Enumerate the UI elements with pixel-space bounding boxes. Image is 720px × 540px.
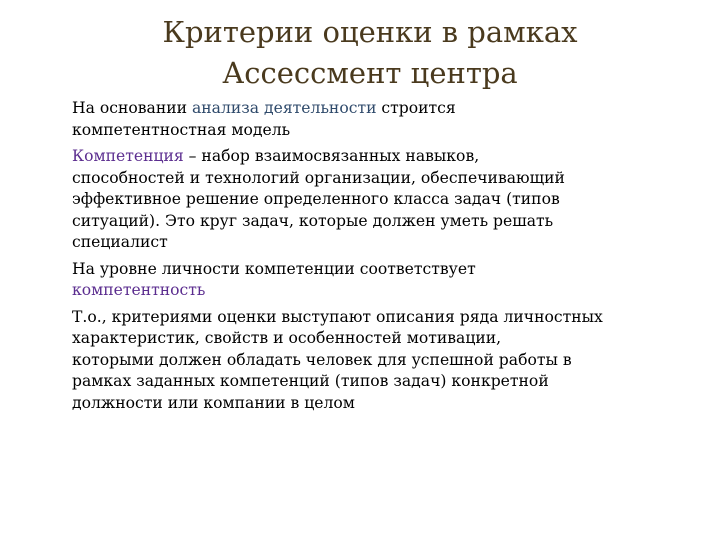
paragraph-competence-line-4: ситуаций). Это круг задач, которые должен уметь решать [72, 211, 554, 230]
paragraph-model-line-1 [72, 98, 692, 120]
paragraph-competence-line-3: эффективное решение определенного класса задач (типов [72, 190, 560, 208]
text: строится [376, 99, 456, 117]
paragraph-competence-line-2: способностей и технологий организации, обеспечивающий [72, 168, 565, 187]
title-line-1: Критерии оценки в рамках [162, 15, 578, 49]
slide-body [72, 98, 692, 419]
paragraph-criteria [72, 307, 692, 415]
text: – набор взаимосвязанных навыков, [183, 147, 480, 165]
paragraph-competence-definition [72, 146, 692, 254]
paragraph-competence-line-1 [72, 146, 692, 168]
paragraph-criteria-line-2: характеристик, свойств и особенностей мотивации, [72, 329, 502, 347]
text: На основании [72, 99, 192, 117]
slide-title [100, 12, 640, 94]
paragraph-criteria-line-1: Т.о., критериями оценки выступают описания ряда личностных [72, 307, 603, 326]
paragraph-competence-line-5: специалист [72, 233, 168, 251]
paragraph-criteria-line-5: должности или компании в целом [72, 393, 355, 412]
paragraph-level-line-1: На уровне личности компетенции соответствует [72, 259, 476, 278]
title-line-2: Ассессмент центра [222, 56, 518, 90]
term-competence: Компетенция [72, 147, 184, 165]
paragraph-competency-level [72, 259, 692, 302]
paragraph-model-line-2: компетентностная модель [72, 120, 291, 139]
highlight-competency: компетентность [72, 281, 206, 299]
paragraph-model [72, 98, 692, 141]
paragraph-criteria-line-4: рамках заданных компетенций (типов задач) конкретной [72, 372, 549, 390]
highlight-activity-analysis: анализа деятельности [191, 99, 377, 117]
paragraph-criteria-line-3: которыми должен обладать человек для успешной работы в [72, 350, 572, 369]
